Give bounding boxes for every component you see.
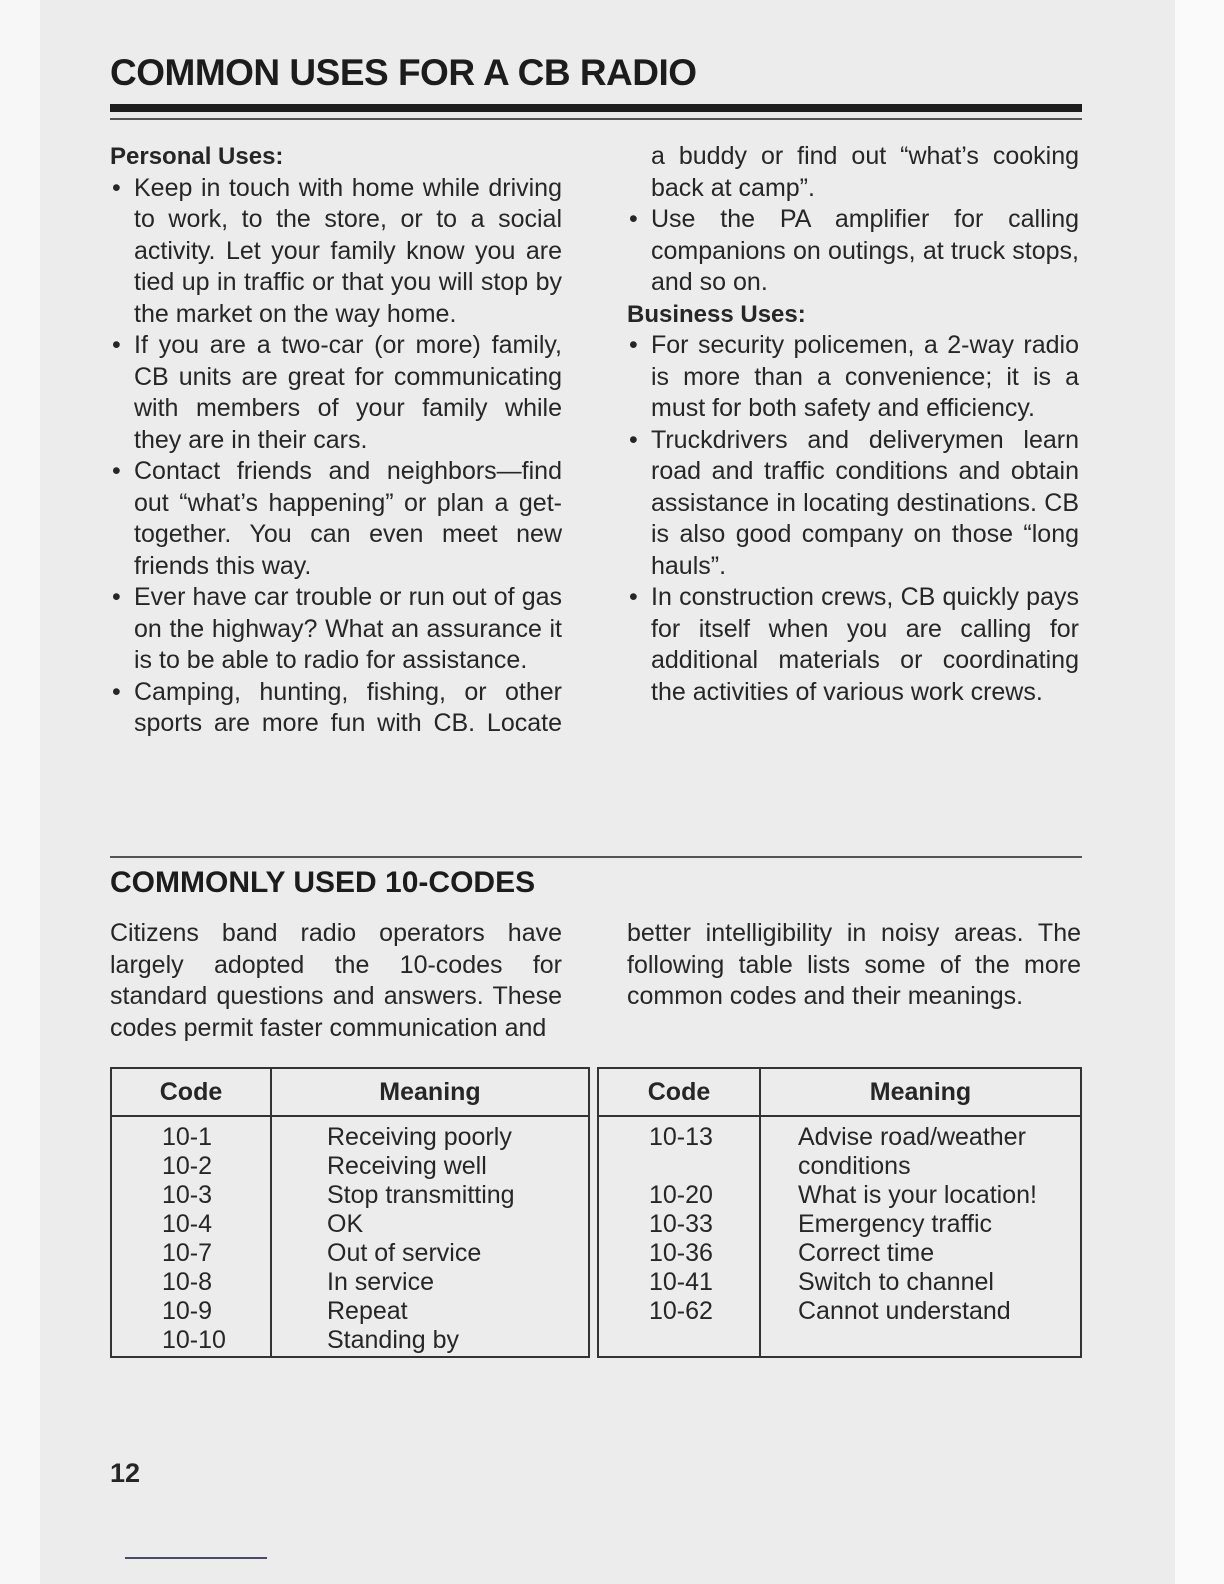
- list-item: • Truckdrivers and deliverymen learn road and traffic conditions and obtain assistance in locating destinations. CB is also good company on those “long hauls”.: [627, 425, 1079, 583]
- section-title-10-codes: COMMONLY USED 10-CODES: [110, 866, 536, 899]
- list-item: • For security policemen, a 2-way radio is more than a convenience; it is a must for both safety and efficiency.: [627, 330, 1079, 425]
- code-cell: 10-3: [162, 1181, 213, 1209]
- meaning-cell: What is your location!: [798, 1181, 1037, 1209]
- page-margin-left: [0, 0, 40, 1584]
- intro-paragraph-left: Citizens band radio operators have largely adopted the 10-codes for standard questions and answers. These codes permit faster communication and: [110, 919, 562, 1042]
- code-cell: 10-36: [649, 1239, 713, 1267]
- code-cell: 10-2: [162, 1152, 213, 1180]
- business-uses-heading: Business Uses:: [627, 300, 806, 328]
- meaning-cell: Correct time: [798, 1239, 935, 1267]
- code-cell: 10-10: [162, 1326, 226, 1354]
- code-cell: 10-41: [649, 1268, 713, 1296]
- meaning-cell: Emergency traffic: [798, 1210, 993, 1238]
- meaning-cell-spacer: [798, 1326, 1079, 1355]
- list-item-continued: a buddy or find out “what’s cooking back at camp”.: [651, 142, 1079, 202]
- table-row: [598, 1116, 1081, 1357]
- code-cell: 10-1: [162, 1123, 213, 1151]
- meaning-cell: Cannot understand: [798, 1297, 1011, 1325]
- meaning-column-cell: [271, 1116, 589, 1357]
- meaning-column-cell: [760, 1116, 1081, 1357]
- code-cell: 10-7: [162, 1239, 213, 1267]
- meaning-cell: Standing by: [327, 1326, 460, 1354]
- table-header-meaning: Meaning: [760, 1068, 1081, 1116]
- code-cell: 10-62: [649, 1297, 713, 1325]
- uses-right-column: [627, 141, 1079, 708]
- code-cell-spacer: [649, 1326, 758, 1355]
- page-number: 12: [110, 1458, 141, 1488]
- page-margin-right: [1175, 0, 1224, 1584]
- table-header-code: Code: [598, 1068, 760, 1116]
- list-item: • If you are a two-car (or more) family, CB units are great for communicating with members of your family while they are in their cars.: [110, 330, 562, 456]
- title-rule-thick: [110, 104, 1082, 112]
- meaning-cell: Receiving poorly: [327, 1123, 512, 1151]
- code-cell: 10-8: [162, 1268, 213, 1296]
- meaning-cell: Stop transmitting: [327, 1181, 515, 1209]
- code-cell: 10-9: [162, 1297, 213, 1325]
- list-item: • In construction crews, CB quickly pays for itself when you are calling for additional materials or coordinating the activities of various work crews.: [627, 582, 1079, 708]
- personal-uses-heading: Personal Uses:: [110, 143, 284, 170]
- table-header-code: Code: [111, 1068, 271, 1116]
- list-item: • Keep in touch with home while driving to work, to the store, or to a social activity. Let your family know you are tied up in traffic or that you will stop by the market on the way home.: [110, 173, 562, 331]
- codes-table-left: [110, 1067, 590, 1358]
- table-header-meaning: Meaning: [271, 1068, 589, 1116]
- meaning-cell: Repeat: [327, 1297, 408, 1325]
- code-column-cell: [111, 1116, 271, 1357]
- list-item: • Use the PA amplifier for calling companions on outings, at truck stops, and so on.: [627, 204, 1079, 299]
- code-cell: 10-13: [649, 1123, 713, 1151]
- list-item: • Contact friends and neighbors—find out “what’s happening” or plan a get-together. You can even meet new friends this way.: [110, 456, 562, 582]
- code-column-cell: [598, 1116, 760, 1357]
- meaning-cell: conditions: [798, 1152, 911, 1180]
- list-item: • Camping, hunting, fishing, or other sports are more fun with CB. Locate: [110, 677, 562, 740]
- code-cell: 10-20: [649, 1181, 713, 1209]
- section-divider: [110, 856, 1082, 858]
- meaning-cell: Receiving well: [327, 1152, 487, 1180]
- meaning-cell: Out of service: [327, 1239, 482, 1267]
- code-cell: 10-4: [162, 1210, 213, 1238]
- table-row: [111, 1116, 589, 1357]
- meaning-cell: Advise road/weather: [798, 1123, 1026, 1151]
- intro-paragraph-right: better intelligibility in noisy areas. The following table lists some of the more common codes and their meanings.: [627, 919, 1081, 1010]
- uses-left-column: [110, 141, 562, 740]
- code-cell: 10-33: [649, 1210, 713, 1238]
- meaning-cell: OK: [327, 1210, 364, 1238]
- title-rule-thin: [110, 118, 1082, 120]
- meaning-cell: Switch to channel: [798, 1268, 994, 1296]
- code-cell-spacer: [649, 1152, 758, 1181]
- codes-table-right: [597, 1067, 1082, 1358]
- section-title-common-uses: COMMON USES FOR A CB RADIO: [110, 52, 697, 93]
- footer-rule: [125, 1557, 267, 1559]
- list-item: • Ever have car trouble or run out of gas on the highway? What an assurance it is to be able to radio for assistance.: [110, 582, 562, 677]
- meaning-cell: In service: [327, 1268, 434, 1296]
